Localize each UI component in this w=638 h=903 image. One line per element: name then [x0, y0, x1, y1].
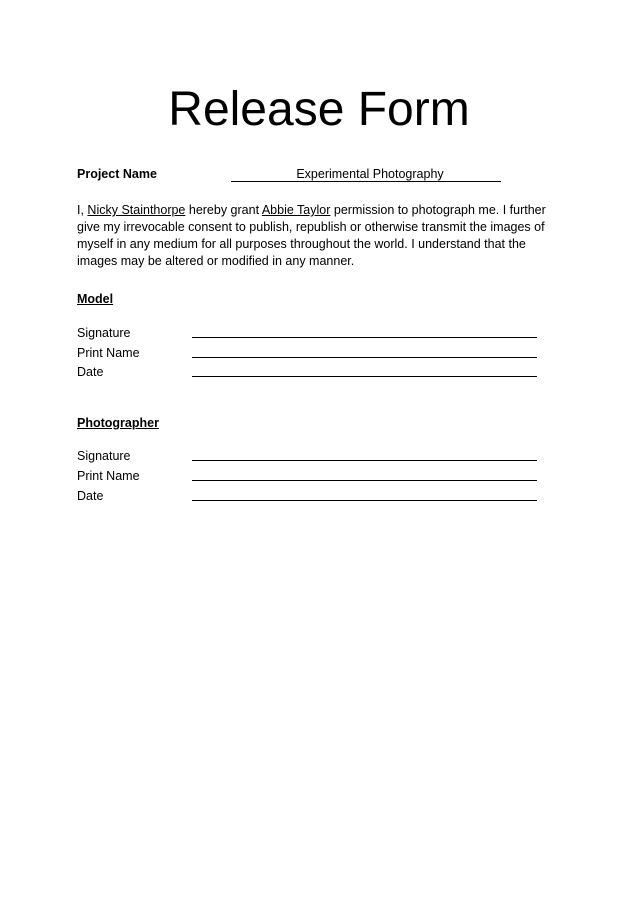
- page-title: Release Form: [168, 83, 470, 136]
- project-name-row: [77, 166, 547, 184]
- model-signature-label: Signature: [77, 326, 131, 340]
- model-date-label: Date: [77, 365, 104, 379]
- model-date-line[interactable]: [192, 376, 537, 377]
- consent-paragraph: [77, 202, 567, 270]
- model-signature-line[interactable]: [192, 337, 537, 338]
- model-date-row: [77, 364, 537, 382]
- model-name: Nicky Stainthorpe: [87, 203, 186, 217]
- photographer-print-name-row: [77, 468, 537, 486]
- photographer-print-name-label: Print Name: [77, 469, 140, 483]
- photographer-signature-row: [77, 448, 537, 466]
- project-name-label: Project Name: [77, 167, 157, 181]
- model-signature-row: [77, 325, 537, 343]
- model-print-name-row: [77, 345, 537, 363]
- model-print-name-line[interactable]: [192, 357, 537, 358]
- photographer-print-name-line[interactable]: [192, 480, 537, 481]
- photographer-name: Abbie Taylor: [261, 203, 331, 217]
- photographer-date-label: Date: [77, 489, 104, 503]
- project-name-value: Experimental Photography: [296, 167, 444, 181]
- model-print-name-label: Print Name: [77, 346, 140, 360]
- photographer-date-row: [77, 488, 537, 506]
- photographer-signature-line[interactable]: [192, 460, 537, 461]
- consent-suffix: permission to photograph me. I further give my irrevocable consent to publish, republish or otherwise transmit the images of myself in any medium for all purposes throughout the world. I understand that the images may be altered or modified in any manner.: [77, 203, 546, 268]
- consent-prefix: I,: [77, 203, 88, 217]
- consent-middle: hereby grant: [185, 203, 262, 217]
- model-section-heading: Model: [77, 292, 114, 306]
- photographer-date-line[interactable]: [192, 500, 537, 501]
- photographer-signature-label: Signature: [77, 449, 131, 463]
- project-name-field[interactable]: [231, 166, 501, 182]
- photographer-section-heading: Photographer: [77, 416, 159, 430]
